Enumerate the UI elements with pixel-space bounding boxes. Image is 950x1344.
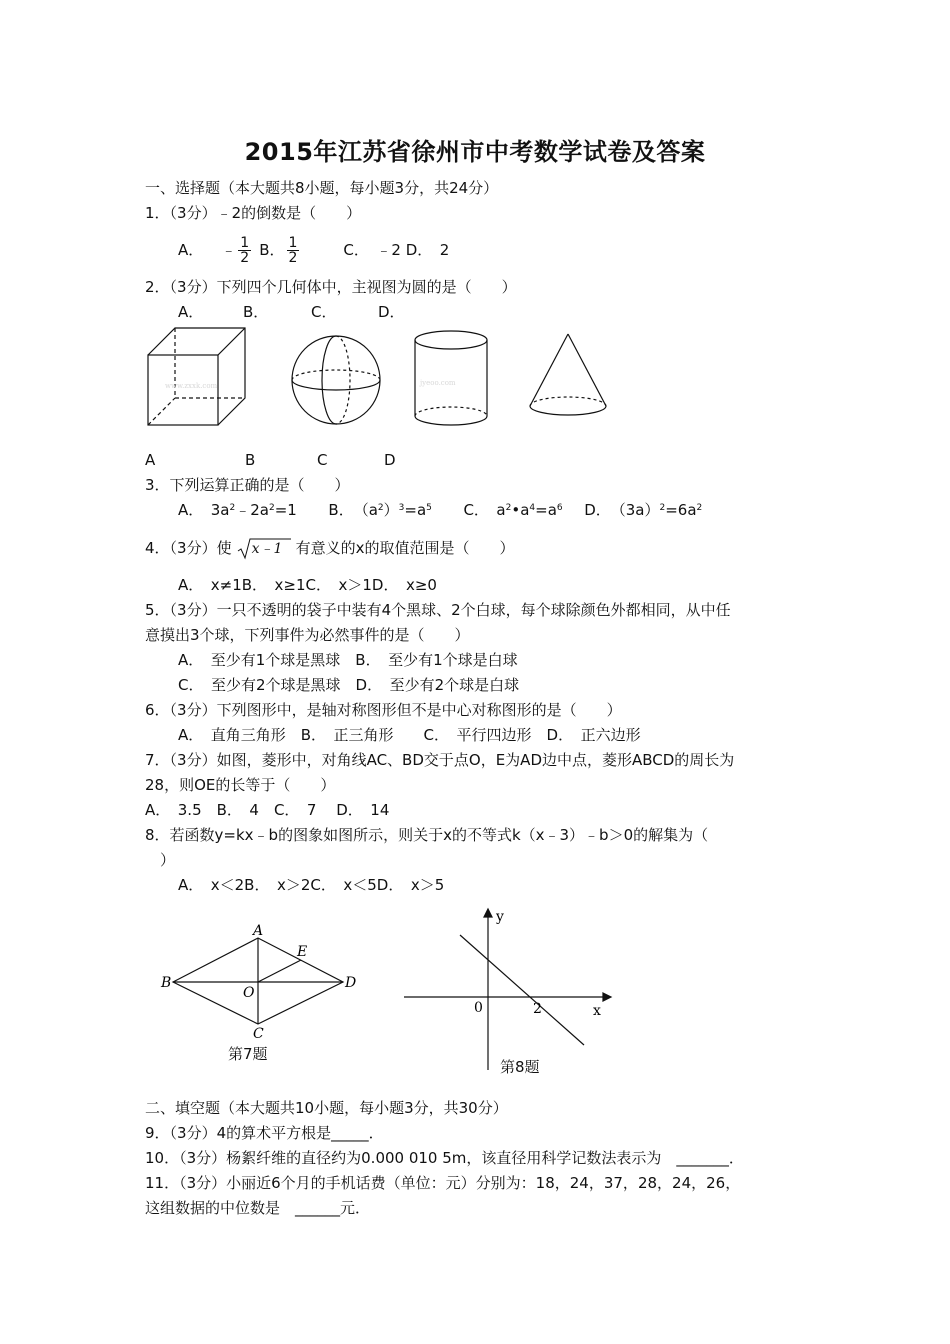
q2-stem: 2．（3分）下列四个几何体中，主视图为圆的是（ ） [145,278,517,296]
label-o: O [243,985,255,1001]
q1-options-cd: C． ﹣2 D． 2 [343,241,450,259]
q11-stem-line1: 11．（3分）小丽近6个月的手机话费（单位：元）分别为：18，24，37，28，24，26， [145,1174,741,1192]
q2-option-a-top: A． [178,303,204,321]
q1-fraction-a [238,236,251,265]
section-2-heading: 二、填空题（本大题共10小题，每小题3分，共30分） [145,1099,508,1117]
q9-stem: 9．（3分）4的算术平方根是_____． [145,1124,384,1142]
q2-option-b-top: B． [243,303,269,321]
label-two: 2 [533,1001,542,1017]
function-line [460,935,584,1045]
label-e: E [297,944,308,960]
cube-shape [148,328,245,425]
sqrt-radicand: x﹣1 [251,541,283,558]
q11-stem-line2: 这组数据的中位数是 ______元． [145,1199,371,1217]
q2-option-c-top: C． [311,303,337,321]
q1-fraction-b-num: 1 [288,235,298,251]
q1-stem: 1．（3分）﹣2的倒数是（ ） [145,204,362,222]
q1-minus-sign: ﹣ [221,241,237,259]
q6-options: A． 直角三角形 B． 正三角形 C． 平行四边形 D． 正六边形 [178,726,641,744]
q10-stem: 10．（3分）杨絮纤维的直径约为0.000 010 5m，该直径用科学记数法表示为 _______． [145,1149,744,1167]
q1-fraction-b [287,236,300,265]
q2-option-c-bottom: C [317,451,328,469]
q2-option-b-bottom: B [245,451,256,469]
page-title: 2015年江苏省徐州市中考数学试卷及答案 [244,138,706,166]
q7-stem-line1: 7．（3分）如图，菱形中，对角线AC、BD交于点O，E为AD边中点，菱形ABCD的周长为 [145,751,735,769]
label-b: B [161,975,172,991]
q3-option-a: A． $3a^2﹣2a^2=1$ [178,501,297,519]
y-axis-arrow [484,909,492,917]
q4-options: A． x≠1B． x≥1C． x＞1D． x≥0 [178,576,437,594]
q7-stem-line2: 28，则OE的长等于（ ） [145,776,336,794]
q1-fraction-b-den: 2 [288,250,298,266]
label-a: A [253,923,264,939]
q8-stem-line2: ） [160,851,176,869]
q4-stem-post: 有意义的x的取值范围是（ ） [295,539,515,557]
q1-option-b-label: B． [259,241,285,259]
q2-option-d-top: D． [378,303,405,321]
q8-stem-line1: 8．若函数y=kx﹣b的图象如图所示，则关于x的不等式k（x﹣3）﹣b＞0的解集为（ [145,826,709,844]
q3-option-d: D． $(3a)^2=6a^2$ [584,501,703,519]
q8-graph-figure [398,905,613,1075]
q3-option-b: B． $(a^2)^3=a^5$ [328,501,432,519]
label-y: y [496,909,504,925]
q7-options: A． 3.5 B． 4 C． 7 D． 14 [145,801,390,819]
q5-stem-line2: 意摸出3个球，下列事件为必然事件的是（ ） [145,626,470,644]
q5-options-ab: A． 至少有1个球是黑球 B． 至少有1个球是白球 [178,651,518,669]
q3-option-c: C． $a^2•a^4=a^6$ [463,501,563,519]
q2-solids-figure [140,320,620,440]
segment-oe [258,960,301,982]
q5-options-cd: C． 至少有2个球是黑球 D． 至少有2个球是白球 [178,676,520,694]
q4-stem-pre: 4．（3分）使 [145,539,232,557]
q8-caption: 第8题 [500,1058,540,1076]
q3-options [178,500,702,520]
rhombus-shape [173,938,343,1024]
q1-option-a-label: A． [178,241,204,259]
sphere-shape [292,336,380,424]
watermark-1: www.zxxk.com [165,382,218,390]
q1-fraction-a-den: 2 [240,250,250,266]
q4-stem [145,536,514,560]
label-origin: 0 [474,1000,483,1016]
label-c: C [253,1026,264,1042]
q6-stem: 6．（3分）下列图形中，是轴对称图形但不是中心对称图形的是（ ） [145,701,622,719]
q5-stem-line1: 5．（3分）一只不透明的袋子中装有4个黑球、2个白球，每个球除颜色外都相同，从中任 [145,601,731,619]
q1-options [178,232,449,268]
q7-caption: 第7题 [228,1045,268,1063]
x-axis-arrow [603,993,611,1001]
q8-options: A． x＜2B． x＞2C． x＜5D． x＞5 [178,876,445,894]
q1-fraction-a-num: 1 [240,235,250,251]
watermark-2: jyeoo.com [420,379,456,387]
q2-option-d-bottom: D [384,451,396,469]
sqrt-expression [236,536,292,561]
label-d: D [345,975,357,991]
q3-stem: 3．下列运算正确的是（ ） [145,476,350,494]
q2-option-a-bottom: A [145,451,156,469]
cylinder-shape [415,331,487,425]
label-x: x [593,1003,601,1019]
cone-shape [530,334,606,415]
section-1-heading: 一、选择题（本大题共8小题，每小题3分，共24分） [145,179,499,197]
